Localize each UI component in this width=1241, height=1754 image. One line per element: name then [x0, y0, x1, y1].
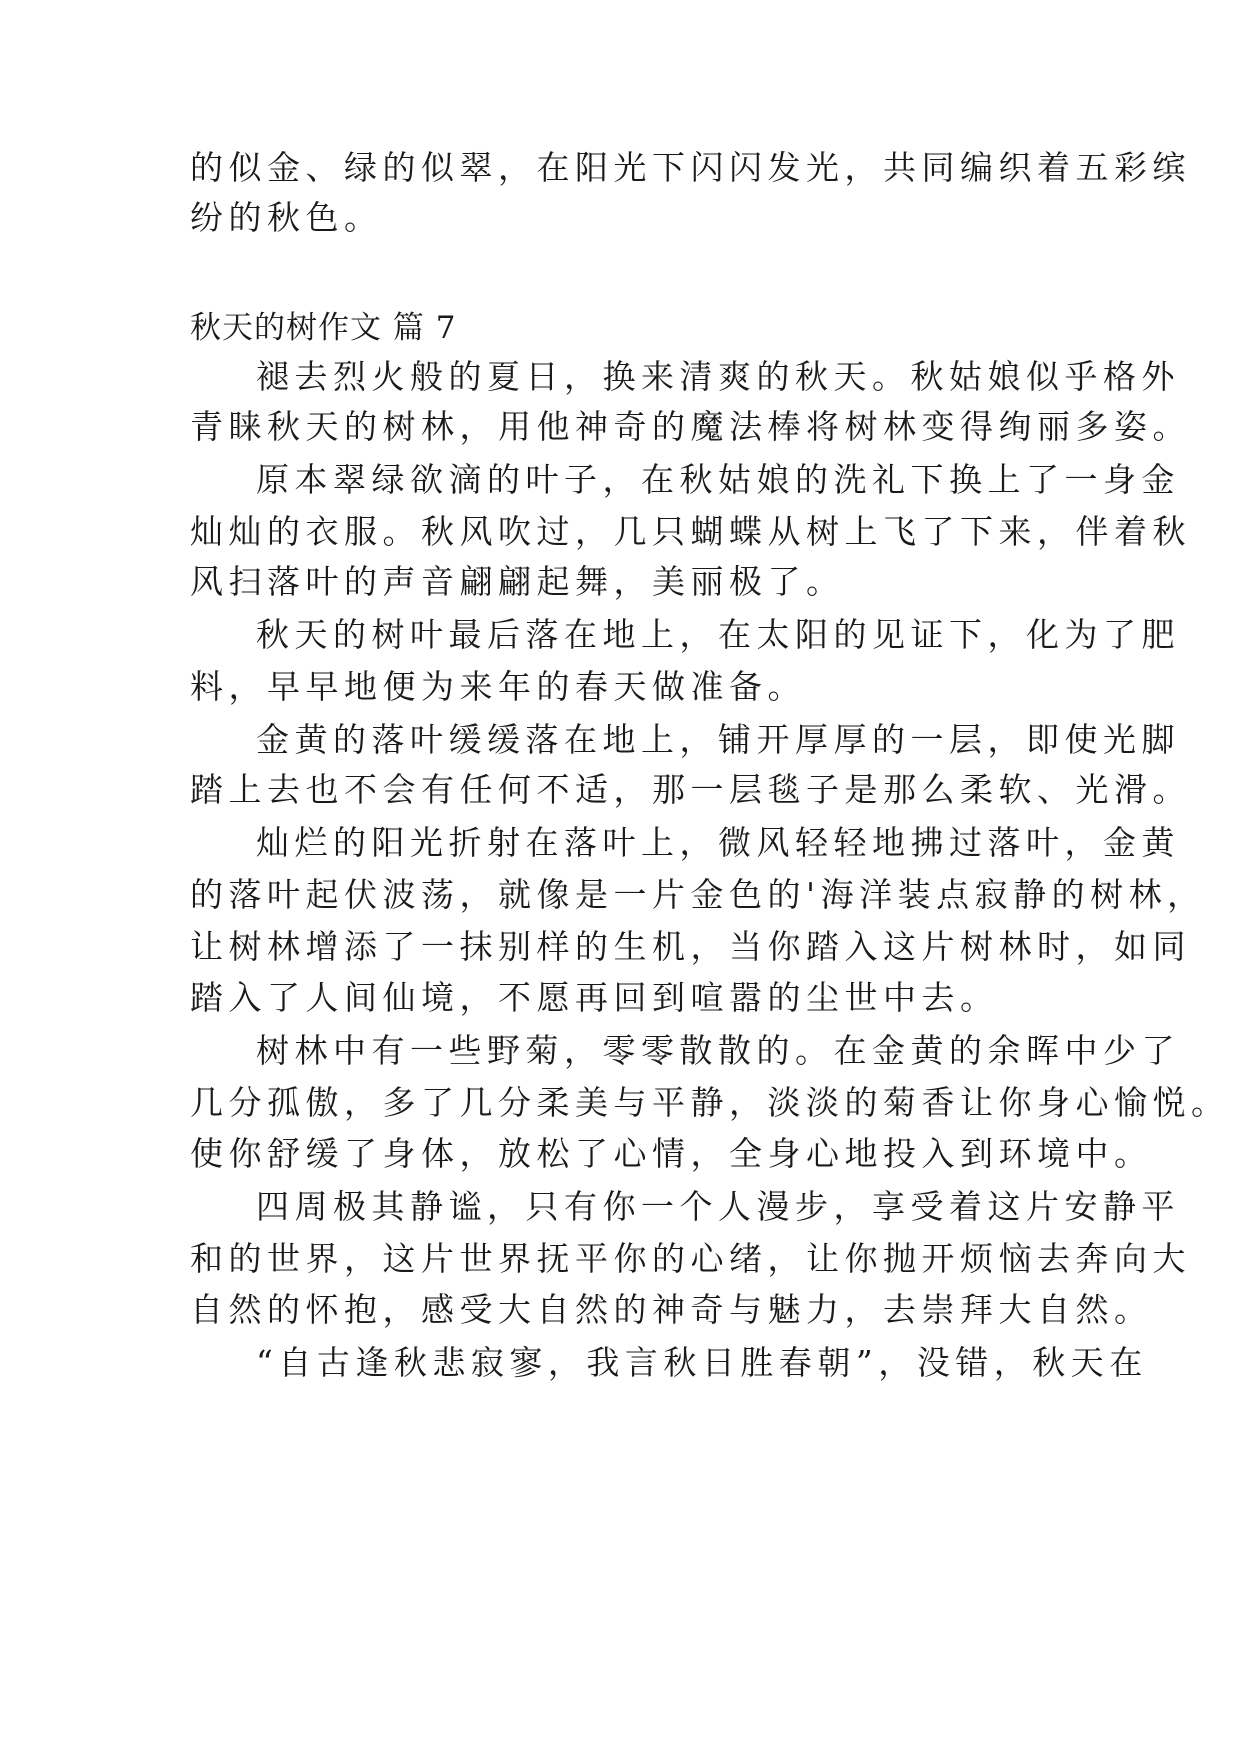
paragraph-line: 金黄的落叶缓缓落在地上，铺开厚厚的一层，即使光脚 — [256, 720, 1180, 759]
text-line: 自然的怀抱，感受大自然的神奇与魅力，去崇拜大自然。 — [190, 1290, 1153, 1329]
text-line: 和的世界，这片世界抚平你的心绪，让你抛开烦恼去奔向大 — [190, 1239, 1191, 1278]
text-line: 踏入了人间仙境，不愿再回到喧嚣的尘世中去。 — [190, 978, 999, 1017]
paragraph-line: 树林中有一些野菊，零零散散的。在金黄的余晖中少了 — [256, 1031, 1180, 1070]
text-line: 几分孤傲，多了几分柔美与平静，淡淡的菊香让你身心愉悦。 — [190, 1083, 1230, 1122]
text-line: 料，早早地便为来年的春天做准备。 — [190, 667, 806, 706]
text-line: 让树林增添了一抹别样的生机，当你踏入这片树林时，如同 — [190, 927, 1191, 966]
paragraph-line: “自古逢秋悲寂寥，我言秋日胜春朝”，没错，秋天在 — [256, 1343, 1148, 1382]
paragraph-line: 秋天的树叶最后落在地上，在太阳的见证下，化为了肥 — [256, 615, 1180, 654]
text-line: 纷的秋色。 — [190, 198, 383, 237]
text-line: 使你舒缓了身体，放松了心情，全身心地投入到环境中。 — [190, 1134, 1153, 1173]
text-line: 青睐秋天的树林，用他神奇的魔法棒将树林变得绚丽多姿。 — [190, 407, 1191, 446]
text-line: 灿灿的衣服。秋风吹过，几只蝴蝶从树上飞了下来，伴着秋 — [190, 512, 1191, 551]
paragraph-line: 四周极其静谧，只有你一个人漫步，享受着这片安静平 — [256, 1187, 1180, 1226]
text-line: 风扫落叶的声音翩翩起舞，美丽极了。 — [190, 562, 845, 601]
text-line: 的落叶起伏波荡，就像是一片金色的'海洋装点寂静的树林， — [190, 875, 1206, 914]
text-line: 的似金、绿的似翠，在阳光下闪闪发光，共同编织着五彩缤 — [190, 148, 1191, 187]
section-title: 秋天的树作文 篇 7 — [190, 310, 457, 346]
paragraph-line: 灿烂的阳光折射在落叶上，微风轻轻地拂过落叶，金黄 — [256, 823, 1180, 862]
paragraph-line: 褪去烈火般的夏日，换来清爽的秋天。秋姑娘似乎格外 — [256, 357, 1180, 396]
text-line: 踏上去也不会有任何不适，那一层毯子是那么柔软、光滑。 — [190, 770, 1191, 809]
paragraph-line: 原本翠绿欲滴的叶子，在秋姑娘的洗礼下换上了一身金 — [256, 460, 1180, 499]
